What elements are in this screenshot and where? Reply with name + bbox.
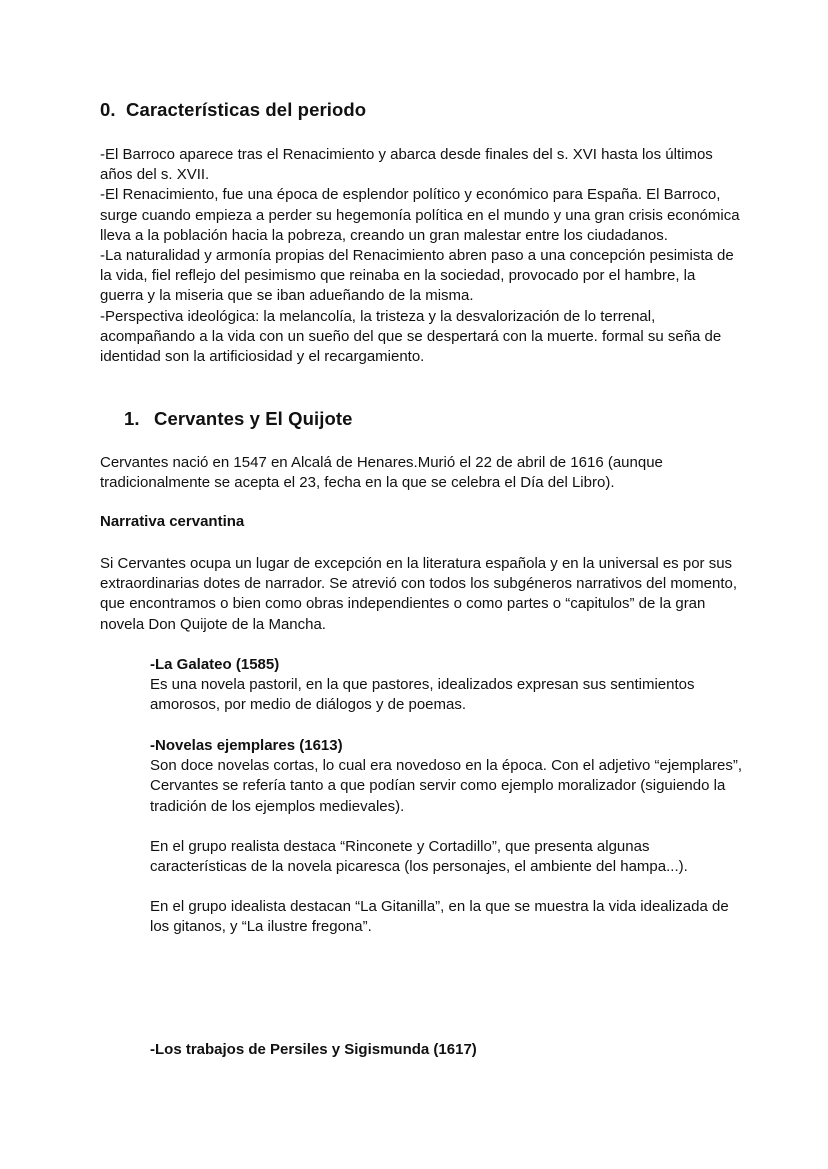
section-0-heading	[100, 99, 366, 121]
paragraph: En el grupo idealista destacan “La Gitanilla”, en la que se muestra la vida idealizada de los gitanos, y “La ilustre fregona”.	[150, 898, 729, 936]
paragraph: Son doce novelas cortas, lo cual era novedoso en la época. Con el adjetivo “ejemplares”, Cervantes se refería tanto a que podían servir como ejemplo moralizador (siguiendo la tradición de los ejemplos medievales).	[150, 757, 743, 815]
section-1-title: Cervantes y El Quijote	[154, 408, 353, 429]
narrativa-body	[100, 554, 740, 635]
narrativa-subheading: Narrativa cervantina	[100, 513, 245, 530]
paragraph: Si Cervantes ocupa un lugar de excepción en la literatura española y en la universal es por sus extraordinarias dotes de narrador. Se atrevió con todos los subgéneros narrativos del momento, que encontramos o bien como obras independientes o como partes o “capitulos” de la gran novela Don Quijote de la Mancha.	[100, 555, 738, 633]
work-title: -La Galateo (1585)	[150, 656, 280, 673]
section-1-intro	[100, 453, 740, 493]
work-title: -Los trabajos de Persiles y Sigismunda (1617)	[150, 1041, 477, 1058]
paragraph: Cervantes nació en 1547 en Alcalá de Henares.Murió el 22 de abril de 1616 (aunque tradicionalmente se acepta el 23, fecha en la que se celebra el Día del Libro).	[100, 454, 663, 492]
grupo-realista	[150, 837, 750, 877]
section-1-heading	[124, 408, 353, 430]
paragraph: -La naturalidad y armonía propias del Renacimiento abren paso a una concepción pesimista de la vida, fiel reflejo del pesimismo que reinaba en la sociedad, provocado por el hambre, la guerra y la miseria que se iban adueñando de la misma.	[100, 247, 734, 305]
paragraph: En el grupo realista destaca “Rinconete y Cortadillo”, que presenta algunas características de la novela picaresca (los personajes, el ambiente del hampa...).	[150, 838, 688, 876]
paragraph: -Perspectiva ideológica: la melancolía, la tristeza y la desvalorización de lo terrenal, acompañando a la vida con un sueño del que se despertará con la muerte. formal su seña de identidad son la artificiosidad y el recargamiento.	[100, 307, 722, 366]
section-0-title: Características del periodo	[126, 99, 367, 120]
work-title: -Novelas ejemplares (1613)	[150, 737, 343, 754]
section-1-number: 1.	[124, 408, 140, 429]
work-persiles	[150, 1040, 750, 1060]
grupo-idealista	[150, 897, 750, 937]
section-0-number: 0.	[100, 99, 116, 120]
work-galatea	[150, 655, 750, 716]
paragraph: -El Renacimiento, fue una época de esplendor político y económico para España. El Barroco, surge cuando empieza a perder su hegemonía política en el mundo y una gran crisis económica lleva a la población hacia la pobreza, creando un gran malestar entre los ciudadanos.	[100, 186, 740, 244]
section-0-body	[100, 145, 740, 367]
work-novelas-ejemplares	[150, 736, 750, 817]
paragraph: -El Barroco aparece tras el Renacimiento y abarca desde finales del s. XVI hasta los últimos años del s. XVII.	[100, 146, 713, 184]
paragraph: Es una novela pastoril, en la que pastores, idealizados expresan sus sentimientos amorosos, por medio de diálogos y de poemas.	[150, 676, 695, 714]
